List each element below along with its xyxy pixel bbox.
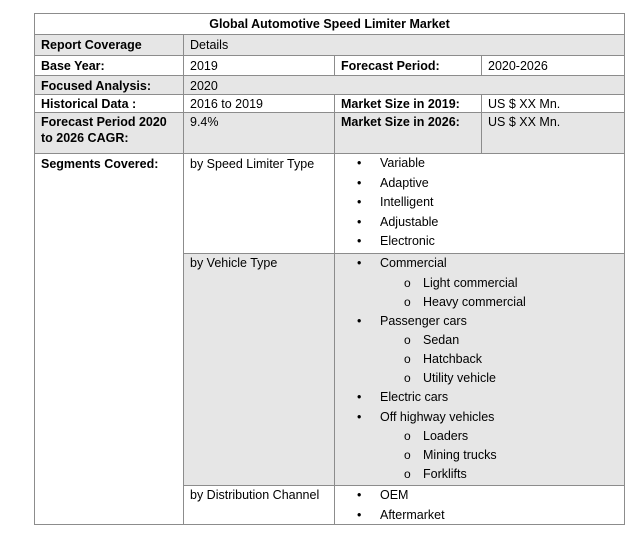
- commercial-sublist: [335, 274, 624, 312]
- list-item: o Loaders: [335, 427, 624, 446]
- list-item: o Hatchback: [335, 350, 624, 369]
- market-report-table: [34, 13, 625, 525]
- list-item: • Adaptive: [335, 174, 624, 194]
- focused-analysis-value: 2020: [184, 76, 624, 95]
- cagr-label-line1: Forecast Period 2020: [41, 115, 167, 129]
- passenger-list: [335, 312, 624, 332]
- speed-limiter-type-label: by Speed Limiter Type: [184, 154, 335, 254]
- list-item: • Adjustable: [335, 213, 624, 233]
- speed-limiter-type-list-cell: [335, 154, 624, 254]
- base-year-label: Base Year:: [35, 56, 184, 76]
- market-size-2019-label: Market Size in 2019:: [335, 95, 482, 113]
- cagr-label: [35, 113, 184, 154]
- market-size-2019-value: US $ XX Mn.: [482, 95, 624, 113]
- distribution-channel-list-cell: [335, 486, 624, 524]
- list-item: • Variable: [335, 154, 624, 174]
- market-size-2026-label: Market Size in 2026:: [335, 113, 482, 154]
- speed-limiter-type-list: [335, 154, 624, 252]
- distribution-channel-list: [335, 486, 624, 525]
- list-item: • OEM: [335, 486, 624, 506]
- base-year-value: 2019: [184, 56, 335, 76]
- vehicle-type-label: by Vehicle Type: [184, 254, 335, 486]
- distribution-channel-label: by Distribution Channel: [184, 486, 335, 524]
- list-item: • Intelligent: [335, 193, 624, 213]
- forecast-period-value: 2020-2026: [482, 56, 624, 76]
- list-item: o Mining trucks: [335, 446, 624, 465]
- vehicle-type-list: [335, 254, 624, 274]
- historical-data-value: 2016 to 2019: [184, 95, 335, 113]
- details-header: Details: [184, 35, 624, 56]
- vehicle-type-list-cell: [335, 254, 624, 486]
- passenger-sublist: [335, 331, 624, 388]
- focused-analysis-label: Focused Analysis:: [35, 76, 184, 95]
- cagr-value: 9.4%: [184, 113, 335, 154]
- list-item-passenger-cars: • Passenger cars: [335, 312, 624, 332]
- list-item: o Utility vehicle: [335, 369, 624, 388]
- list-item: o Forklifts: [335, 465, 624, 484]
- cagr-label-line2: to 2026 CAGR:: [41, 131, 129, 145]
- list-item-off-highway: • Off highway vehicles: [335, 408, 624, 428]
- historical-data-label: Historical Data :: [35, 95, 184, 113]
- list-item-electric-cars: • Electric cars: [335, 388, 624, 408]
- list-item: • Electronic: [335, 232, 624, 252]
- market-size-2026-value: US $ XX Mn.: [482, 113, 624, 154]
- segments-covered-label: Segments Covered:: [35, 154, 184, 524]
- table-title: Global Automotive Speed Limiter Market: [35, 14, 624, 35]
- list-item-commercial: • Commercial: [335, 254, 624, 274]
- report-coverage-label: Report Coverage: [35, 35, 184, 56]
- offhighway-sublist: [335, 427, 624, 484]
- list-item: o Heavy commercial: [335, 293, 624, 312]
- forecast-period-label: Forecast Period:: [335, 56, 482, 76]
- list-item: • Aftermarket: [335, 506, 624, 526]
- list-item: o Light commercial: [335, 274, 624, 293]
- list-item: o Sedan: [335, 331, 624, 350]
- other-vehicle-list: [335, 388, 624, 427]
